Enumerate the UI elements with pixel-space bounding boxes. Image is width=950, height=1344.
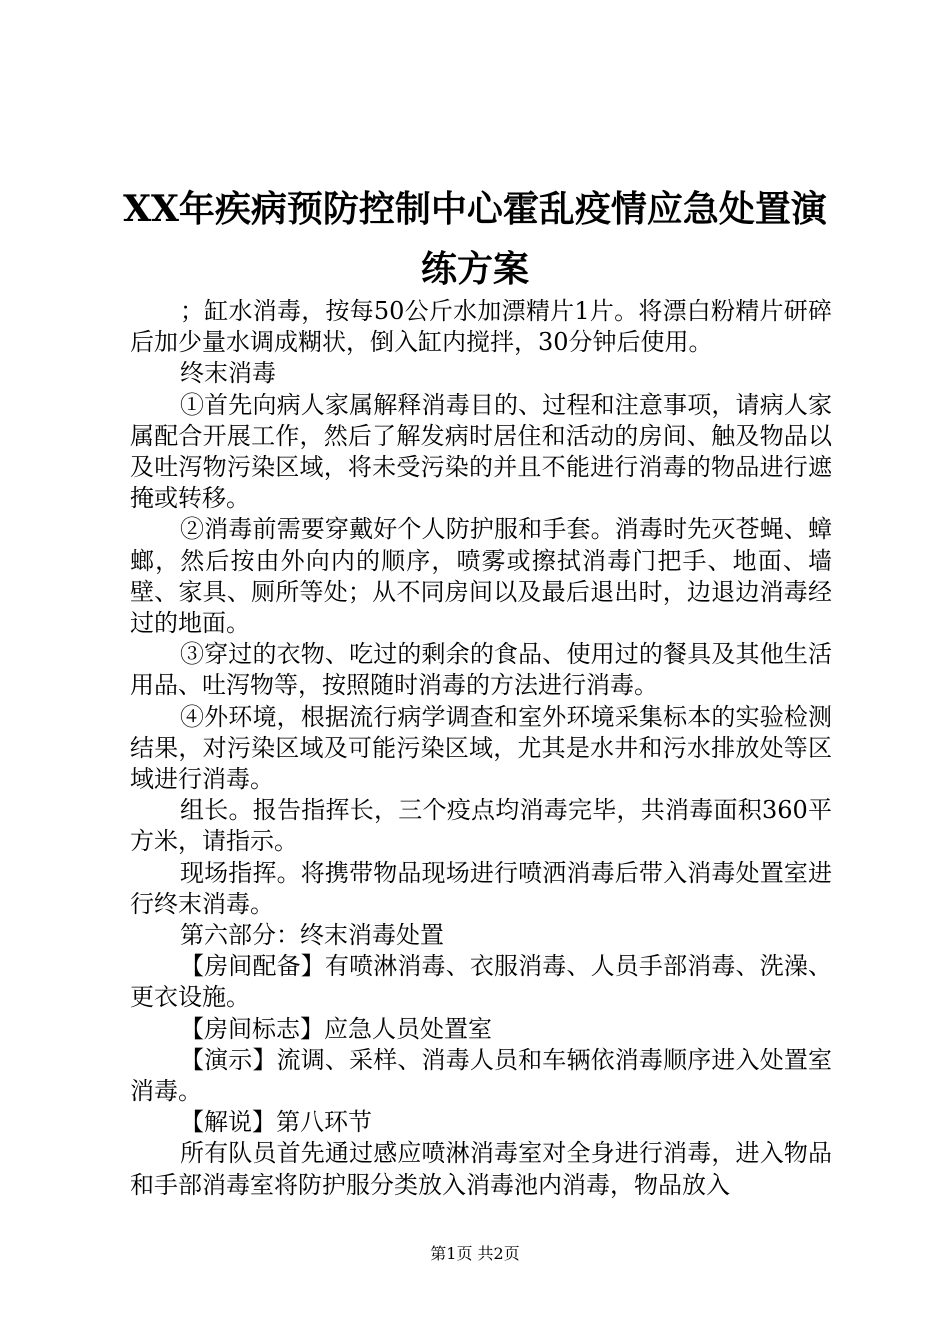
paragraph: ②消毒前需要穿戴好个人防护服和手套。消毒时先灭苍蝇、蟑螂，然后按由外向内的顺序，喷雾或擦拭消毒门把手、地面、墙壁、家具、厕所等处；从不同房间以及最后退出时，边退边消毒经过的地面。 [130, 515, 832, 638]
section-heading: 终末消毒 [180, 359, 276, 388]
paragraph: ③穿过的衣物、吃过的剩余的食品、使用过的餐具及其他生活用品、吐泻物等，按照随时消毒的方法进行消毒。 [130, 640, 832, 700]
document-body [130, 296, 832, 1201]
page-number-footer: 第1页 共2页 [430, 1244, 520, 1263]
document-title-line-1: XX年疾病预防控制中心霍乱疫情应急处置演 [123, 188, 827, 230]
paragraph: ④外环境，根据流行病学调查和室外环境采集标本的实验检测结果，对污染区域及可能污染区域，尤其是水井和污水排放处等区域进行消毒。 [130, 702, 832, 794]
paragraph: 【演示】流调、采样、消毒人员和车辆依消毒顺序进入处置室消毒。 [130, 1045, 832, 1106]
paragraph: 【解说】第八环节 [180, 1108, 372, 1137]
document-title-line-2: 练方案 [420, 248, 529, 290]
paragraph: 【房间标志】应急人员处置室 [180, 1014, 492, 1043]
section-heading: 第六部分：终末消毒处置 [180, 921, 444, 950]
paragraph: ；缸水消毒，按每50公斤水加漂精片1片。将漂白粉精片研碎后加少量水调成糊状，倒入缸内搅拌，30分钟后使用。 [130, 297, 832, 357]
paragraph: 【房间配备】有喷淋消毒、衣服消毒、人员手部消毒、洗澡、更衣设施。 [130, 952, 832, 1012]
paragraph: ①首先向病人家属解释消毒目的、过程和注意事项，请病人家属配合开展工作，然后了解发病时居住和活动的房间、触及物品以及吐泻物污染区域，将未受污染的并且不能进行消毒的物品进行遮掩或转移。 [130, 390, 832, 513]
paragraph: 组长。报告指挥长，三个疫点均消毒完毕，共消毒面积360平方米，请指示。 [130, 796, 832, 856]
paragraph: 所有队员首先通过感应喷淋消毒室对全身进行消毒，进入物品和手部消毒室将防护服分类放入消毒池内消毒，物品放入 [130, 1139, 832, 1199]
paragraph: 现场指挥。将携带物品现场进行喷洒消毒后带入消毒处置室进行终末消毒。 [130, 858, 832, 918]
